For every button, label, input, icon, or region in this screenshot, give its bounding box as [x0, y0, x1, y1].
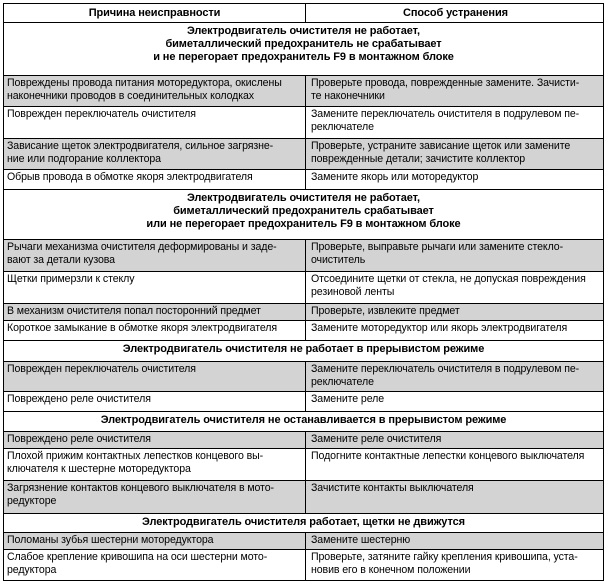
- table-row: [4, 76, 603, 107]
- table-row: [4, 240, 603, 272]
- fix-cell: Отсоедините щетки от стекла, не допуская повреждения резиновой ленты: [311, 273, 586, 298]
- table-row: [4, 481, 603, 514]
- table-row: [4, 392, 603, 412]
- table-row: [4, 321, 603, 341]
- cause-cell: Поломаны зубья шестерни моторедуктора: [4, 533, 306, 549]
- section-title: Электродвигатель очистителя не работает, биметаллический предохранитель срабатывает или не перегорает предохранитель F9 в монтажном блоке: [4, 190, 603, 240]
- section-title: Электродвигатель очистителя не работает в прерывистом режиме: [4, 341, 603, 362]
- cause-cell: Повреждены провода питания моторедуктора, окислены наконечники проводов в соединительных колодках: [4, 76, 306, 106]
- table-row: [4, 362, 603, 392]
- cause-cell: Поврежден переключатель очистителя: [4, 107, 306, 138]
- cause-cell: Рычаги механизма очистителя деформированы и заде- вают за детали кузова: [4, 240, 306, 271]
- fix-cell: Замените реле очистителя: [311, 433, 442, 445]
- table-row: [4, 550, 603, 580]
- fix-cell: Замените моторедуктор или якорь электродвигателя: [311, 322, 568, 334]
- section-title: Электродвигатель очистителя не останавливается в прерывистом режиме: [4, 412, 603, 432]
- fix-cell: Подогните контактные лепестки концевого выключателя: [311, 450, 585, 462]
- fix-cell: Зачистите контакты выключателя: [311, 482, 474, 494]
- cause-cell: Щетки примерзли к стеклу: [4, 272, 306, 303]
- fix-cell: Проверьте, извлеките предмет: [311, 305, 460, 317]
- cause-cell: Повреждено реле очистителя: [4, 392, 306, 411]
- section-title: Электродвигатель очистителя не работает, биметаллический предохранитель не срабатывает и не перегорает предохранитель F9 в монтажном блоке: [4, 23, 603, 76]
- table-row: [4, 107, 603, 139]
- fix-cell: Замените переключатель очистителя в подрулевом пе- реключателе: [311, 363, 580, 388]
- table-row: [4, 449, 603, 481]
- cause-cell: Обрыв провода в обмотке якоря электродвигателя: [4, 170, 306, 189]
- fix-cell: Замените переключатель очистителя в подрулевом пе- реключателе: [311, 108, 580, 133]
- header-fix: Способ устранения: [403, 7, 508, 19]
- table-row: [4, 533, 603, 550]
- table-header: [4, 4, 603, 23]
- table-row: [4, 432, 603, 449]
- fix-cell: Проверьте, выправьте рычаги или замените стекло- очиститель: [311, 241, 563, 266]
- table-row: [4, 272, 603, 304]
- fix-cell: Проверьте, затяните гайку крепления кривошипа, уста- новив его в конечном положении: [311, 551, 578, 576]
- table-row: [4, 304, 603, 321]
- cause-cell: Плохой прижим контактных лепестков концевого вы- ключателя к шестерне моторедуктора: [4, 449, 306, 480]
- troubleshooting-table: [3, 3, 604, 581]
- fix-cell: Замените шестерню: [311, 534, 411, 546]
- section-title: Электродвигатель очистителя работает, щетки не движутся: [4, 514, 603, 533]
- fix-cell: Замените реле: [311, 393, 385, 405]
- table-row: [4, 139, 603, 170]
- header-cause: Причина неисправности: [4, 4, 306, 22]
- cause-cell: Зависание щеток электродвигателя, сильное загрязне- ние или подгорание коллектора: [4, 139, 306, 169]
- table-row: [4, 170, 603, 190]
- cause-cell: Короткое замыкание в обмотке якоря электродвигателя: [4, 321, 306, 340]
- cause-cell: Слабое крепление кривошипа на оси шестерни мото- редуктора: [4, 550, 306, 580]
- cause-cell: В механизм очистителя попал посторонний предмет: [4, 304, 306, 320]
- fix-cell: Замените якорь или моторедуктор: [311, 171, 479, 183]
- fix-cell: Проверьте провода, поврежденные замените. Зачисти- те наконечники: [311, 77, 580, 102]
- fix-cell: Проверьте, устраните зависание щеток или замените поврежденные детали; зачистите коллектор: [311, 140, 571, 165]
- cause-cell: Загрязнение контактов концевого выключателя в мото- редукторе: [4, 481, 306, 513]
- cause-cell: Поврежден переключатель очистителя: [4, 362, 306, 391]
- cause-cell: Повреждено реле очистителя: [4, 432, 306, 448]
